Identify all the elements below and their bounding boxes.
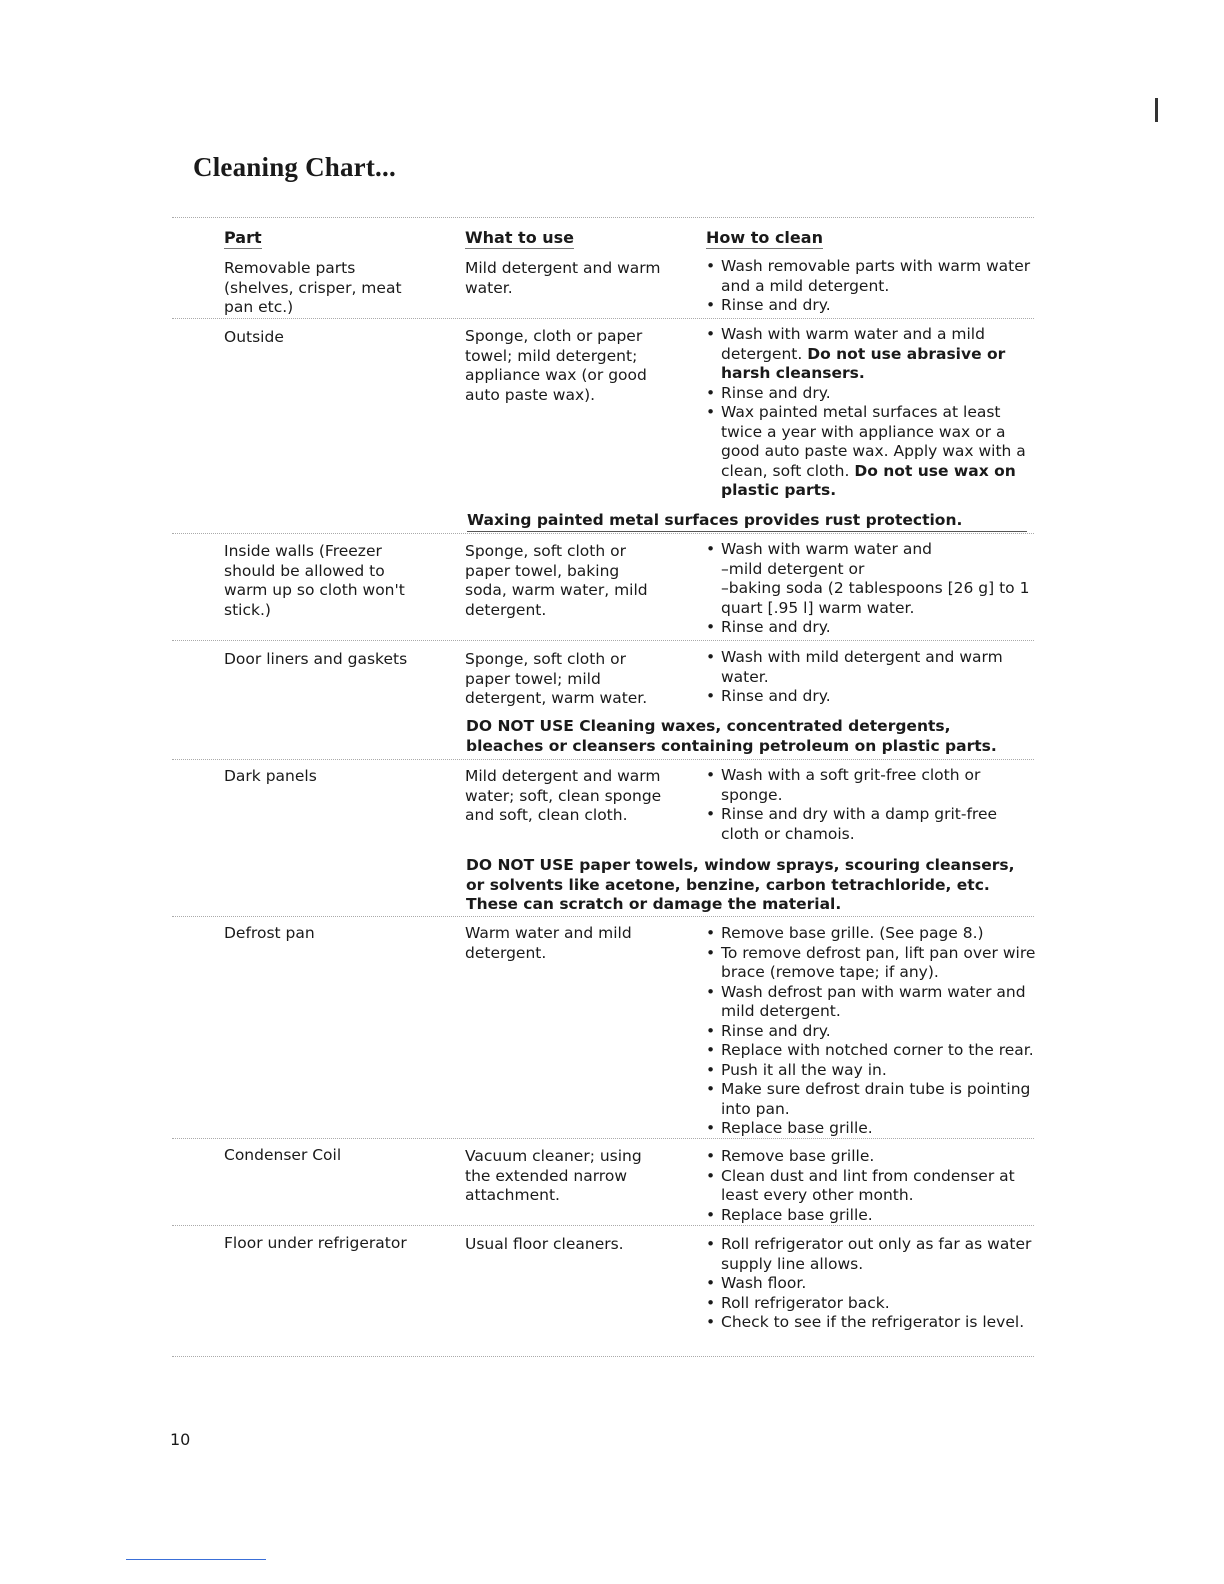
row-dark-panels-part: Dark panels <box>224 767 317 785</box>
row-outside-part: Outside <box>224 328 284 346</box>
row-floor-how <box>706 1235 1036 1333</box>
row-removable-how <box>706 257 1036 316</box>
list-item: • Rinse and dry. <box>706 384 1036 404</box>
row-removable-part: Removable parts (shelves, crisper, meat pan etc.) <box>224 259 402 316</box>
list-item: • Replace base grille. <box>706 1206 1036 1226</box>
list-item: • Rinse and dry. <box>706 618 1036 638</box>
row-condenser-how <box>706 1147 1036 1225</box>
list-item: • Wax painted metal surfaces at least twice a year with appliance wax or a good auto paste wax. Apply wax with a clean, soft cloth. Do not use wax on plastic parts. <box>706 403 1036 501</box>
header-part: Part <box>224 228 262 247</box>
header-what-to-use: What to use <box>465 228 575 247</box>
list-item: • Clean dust and lint from condenser at least every other month. <box>706 1167 1036 1206</box>
list-item: • Roll refrigerator out only as far as water supply line allows. <box>706 1235 1036 1274</box>
list-item: • Rinse and dry. <box>706 1022 1036 1042</box>
row-inside-walls-part: Inside walls (Freezer should be allowed to warm up so cloth won't stick.) <box>224 542 405 619</box>
list-item: • Wash with a soft grit-free cloth or sponge. <box>706 766 1026 805</box>
row-defrost-pan-part: Defrost pan <box>224 924 315 942</box>
door-liners-note: DO NOT USE Cleaning waxes, concentrated detergents, bleaches or cleansers containing petroleum on plastic parts. <box>466 717 997 755</box>
row-defrost-pan-what: Warm water and mild detergent. <box>465 924 632 962</box>
list-item: • Remove base grille. (See page 8.) <box>706 924 1036 944</box>
divider <box>172 533 1034 534</box>
row-floor-what: Usual floor cleaners. <box>465 1235 624 1253</box>
row-condenser-what: Vacuum cleaner; using the extended narrow attachment. <box>465 1147 642 1204</box>
divider <box>172 217 1034 218</box>
row-floor-part: Floor under refrigerator <box>224 1234 407 1252</box>
dark-panels-note: DO NOT USE paper towels, window sprays, scouring cleansers, or solvents like acetone, benzine, carbon tetrachloride, etc. These can scratch or damage the material. <box>466 856 1015 913</box>
row-door-liners-what: Sponge, soft cloth or paper towel; mild detergent, warm water. <box>465 650 648 707</box>
row-inside-walls-what: Sponge, soft cloth or paper towel, baking soda, warm water, mild detergent. <box>465 542 648 619</box>
list-item: • Rinse and dry with a damp grit-free cloth or chamois. <box>706 805 1026 844</box>
footer-rule <box>126 1559 266 1560</box>
row-door-liners-how <box>706 648 1036 707</box>
list-item: • Remove base grille. <box>706 1147 1036 1167</box>
divider <box>172 916 1034 917</box>
list-item: • Push it all the way in. <box>706 1061 1036 1081</box>
page-title: Cleaning Chart... <box>193 152 396 182</box>
list-item: • Wash floor. <box>706 1274 1036 1294</box>
list-item: • Wash with warm water and <box>706 540 1036 560</box>
divider <box>172 1356 1034 1357</box>
row-inside-walls-how <box>706 540 1036 638</box>
list-item: • Wash removable parts with warm water and a mild detergent. <box>706 257 1036 296</box>
divider <box>172 1138 1034 1139</box>
header-how-to-clean: How to clean <box>706 228 823 247</box>
list-item: –mild detergent or <box>721 559 865 578</box>
list-item: • Wash with mild detergent and warm water. <box>706 648 1036 687</box>
divider <box>172 318 1034 319</box>
divider <box>172 640 1034 641</box>
list-item: • To remove defrost pan, lift pan over wire brace (remove tape; if any). <box>706 944 1036 983</box>
row-outside-what: Sponge, cloth or paper towel; mild detergent; appliance wax (or good auto paste wax). <box>465 327 647 404</box>
row-removable-what: Mild detergent and warm water. <box>465 259 661 297</box>
page-number: 10 <box>170 1430 191 1449</box>
row-dark-panels-what: Mild detergent and warm water; soft, clean sponge and soft, clean cloth. <box>465 767 662 824</box>
row-door-liners-part: Door liners and gaskets <box>224 650 408 668</box>
list-item: • Roll refrigerator back. <box>706 1294 1036 1314</box>
row-dark-panels-how <box>706 766 1026 844</box>
list-item: • Replace with notched corner to the rear. <box>706 1041 1036 1061</box>
list-item: • Check to see if the refrigerator is level. <box>706 1313 1036 1333</box>
list-item: • Make sure defrost drain tube is pointing into pan. <box>706 1080 1036 1119</box>
list-item: –baking soda (2 tablespoons [26 g] to 1 quart [.95 l] warm water. <box>721 579 1030 617</box>
list-item: • Wash with warm water and a mild detergent. Do not use abrasive or harsh cleansers. <box>706 325 1036 384</box>
row-defrost-pan-how <box>706 924 1036 1139</box>
scan-mark <box>1155 98 1158 122</box>
row-condenser-part: Condenser Coil <box>224 1146 342 1164</box>
list-item: • Replace base grille. <box>706 1119 1036 1139</box>
row-outside-how <box>706 325 1036 501</box>
list-item: • Wash defrost pan with warm water and mild detergent. <box>706 983 1036 1022</box>
divider <box>172 1225 1034 1226</box>
outside-note: Waxing painted metal surfaces provides rust protection. <box>467 511 1027 532</box>
list-item: • Rinse and dry. <box>706 687 1036 707</box>
list-item: • Rinse and dry. <box>706 296 1036 316</box>
divider <box>172 759 1034 760</box>
